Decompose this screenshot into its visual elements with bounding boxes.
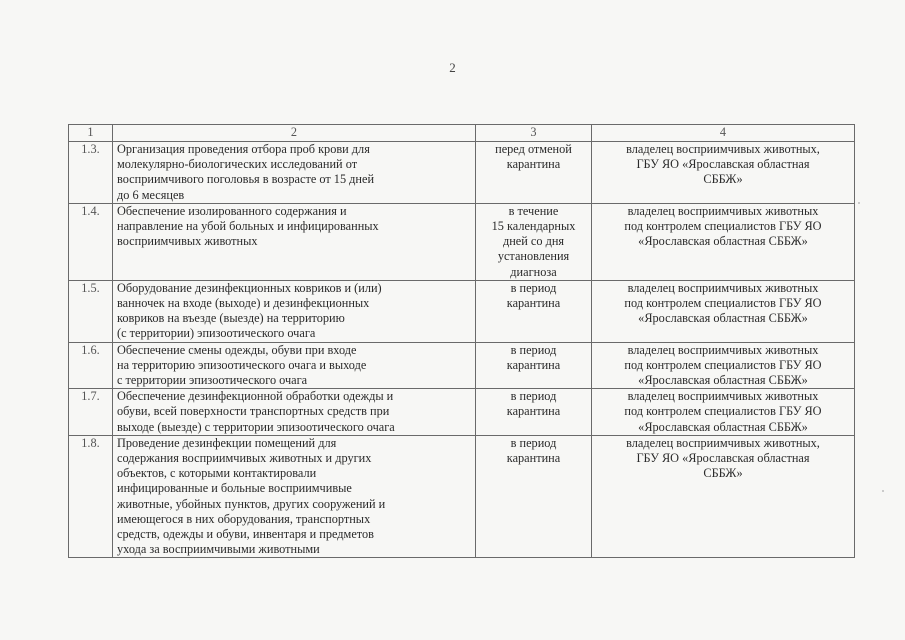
row-term: в период карантина bbox=[476, 280, 592, 342]
table-row bbox=[69, 203, 855, 280]
row-action: Организация проведения отбора проб крови для молекулярно-биологических исследований от восприимчивого поголовья в возрасте от 15 дней до 6 месяцев bbox=[113, 142, 476, 204]
page-number: 2 bbox=[449, 60, 456, 75]
row-number: 1.8. bbox=[69, 435, 113, 558]
table-row bbox=[69, 280, 855, 342]
table-row bbox=[69, 342, 855, 389]
column-header-4: 4 bbox=[592, 125, 855, 142]
row-action: Проведение дезинфекции помещений для содержания восприимчивых животных и других объектов, с которыми контактировали инфицированные и больные восприимчивые животные, убойных пунктов, других сооружений и имеющегося в них оборудования, транспортных средств, одежды и обуви, инвентаря и предметов ухода за восприимчивыми животными bbox=[113, 435, 476, 558]
row-responsible: владелец восприимчивых животных под контролем специалистов ГБУ ЯО «Ярославская областная СББЖ» bbox=[592, 203, 855, 280]
row-action: Обеспечение смены одежды, обуви при входе на территорию эпизоотического очага и выходе с территории эпизоотического очага bbox=[113, 342, 476, 389]
row-number: 1.7. bbox=[69, 389, 113, 436]
row-number: 1.4. bbox=[69, 203, 113, 280]
row-responsible: владелец восприимчивых животных, ГБУ ЯО «Ярославская областная СББЖ» bbox=[592, 435, 855, 558]
scan-speck bbox=[858, 202, 860, 204]
table-row bbox=[69, 142, 855, 204]
table-row bbox=[69, 389, 855, 436]
measures-table bbox=[68, 124, 855, 558]
row-term: в период карантина bbox=[476, 389, 592, 436]
row-action: Обеспечение дезинфекционной обработки одежды и обуви, всей поверхности транспортных средств при выходе (выезде) с территории эпизоотического очага bbox=[113, 389, 476, 436]
row-responsible: владелец восприимчивых животных под контролем специалистов ГБУ ЯО «Ярославская областная СББЖ» bbox=[592, 389, 855, 436]
table-header-row bbox=[69, 125, 855, 142]
row-responsible: владелец восприимчивых животных под контролем специалистов ГБУ ЯО «Ярославская областная СББЖ» bbox=[592, 342, 855, 389]
row-number: 1.3. bbox=[69, 142, 113, 204]
row-number: 1.6. bbox=[69, 342, 113, 389]
row-responsible: владелец восприимчивых животных под контролем специалистов ГБУ ЯО «Ярославская областная СББЖ» bbox=[592, 280, 855, 342]
column-header-3: 3 bbox=[476, 125, 592, 142]
row-term: перед отменой карантина bbox=[476, 142, 592, 204]
row-action: Оборудование дезинфекционных ковриков и (или) ванночек на входе (выходе) и дезинфекционных ковриков на въезде (выезде) на территорию (с территории) эпизоотического очага bbox=[113, 280, 476, 342]
row-responsible: владелец восприимчивых животных, ГБУ ЯО «Ярославская областная СББЖ» bbox=[592, 142, 855, 204]
row-action: Обеспечение изолированного содержания и направление на убой больных и инфицированных восприимчивых животных bbox=[113, 203, 476, 280]
row-term: в период карантина bbox=[476, 435, 592, 558]
row-term: в период карантина bbox=[476, 342, 592, 389]
row-number: 1.5. bbox=[69, 280, 113, 342]
column-header-2: 2 bbox=[113, 125, 476, 142]
column-header-1: 1 bbox=[69, 125, 113, 142]
table-row bbox=[69, 435, 855, 558]
row-term: в течение 15 календарных дней со дня установления диагноза bbox=[476, 203, 592, 280]
scan-speck bbox=[882, 490, 884, 492]
